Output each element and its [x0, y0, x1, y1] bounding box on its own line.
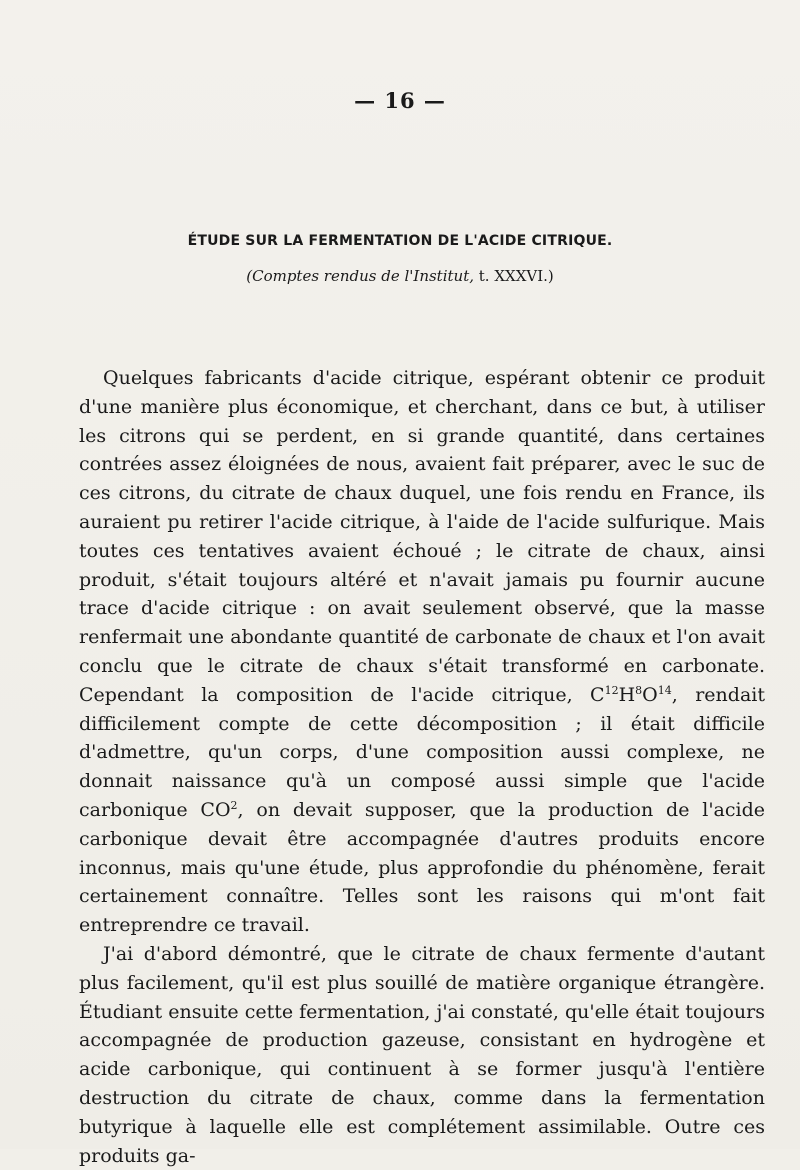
- formula-o-letter: O: [642, 683, 658, 706]
- article-body: [79, 364, 765, 1170]
- formula-h-subscript: 8: [635, 683, 643, 697]
- page-number: — 16 —: [354, 88, 446, 113]
- paragraph-1-text-c: , on devait supposer, que la production de l'acide carbonique devait être accompagnée d'autres produits encore inconnus, mais qu'une étude, plus approfondie du phénomène, ferait certainement connaître. Telles sont les raisons qui m'ont fait entreprendre ce travail.: [79, 798, 766, 937]
- article-source: [0, 267, 800, 285]
- paragraph-2: J'ai d'abord démontré, que le citrate de chaux fermente d'autant plus facilement, qu'il est plus souillé de matière organique étrangère. Étudiant ensuite cette fermentation, j'ai constaté, qu'elle était toujours accompagnée de production gazeuse, consistant en hydrogène et acide carbonique, qui continuent à se former jusqu'à l'entière destruction du citrate de chaux, comme dans la fermentation butyrique à laquelle elle est complétement assimilable. Outre ces produits ga-: [79, 942, 765, 1167]
- source-volume: t. XXXVI.): [474, 267, 554, 285]
- source-italic: (Comptes rendus de l'Institut,: [246, 267, 474, 285]
- paragraph-1: [79, 364, 765, 940]
- formula-c-subscript: 12: [604, 683, 619, 697]
- article-title: ÉTUDE SUR LA FERMENTATION DE L'ACIDE CITRIQUE.: [187, 233, 613, 249]
- formula-co2-subscript: 2: [230, 798, 238, 812]
- formula-h-letter: H: [618, 683, 636, 706]
- paragraph-1-text-b: , rendait difficilement compte de cette décomposition ; il était difficile d'admettre, qu'un corps, d'une composition aussi complexe, ne donnait naissance qu'à un composé aussi simple que l'acide carbonique CO: [79, 683, 765, 821]
- paragraph-1-text-a: Quelques fabricants d'acide citrique, espérant obtenir ce produit d'une manière plus économique, et cherchant, dans ce but, à utiliser les citrons qui se perdent, en si grande quantité, dans certaines contrées assez éloignées de nous, avaient fait préparer, avec le suc de ces citrons, du citrate de chaux duquel, une fois rendu en France, ils auraient pu retirer l'acide citrique, à l'aide de l'acide sulfurique. Mais toutes ces tentatives avaient échoué ; le citrate de chaux, ainsi produit, s'était toujours altéré et n'avait jamais pu fournir aucune trace d'acide citrique : on avait seulement observé, que la masse renfermait une abondante quantité de carbonate de chaux et l'on avait conclu que le citrate de chaux s'était transformé en carbonate. Cependant la composition de l'acide citrique, C: [79, 367, 765, 706]
- formula-o-subscript: 14: [657, 683, 672, 697]
